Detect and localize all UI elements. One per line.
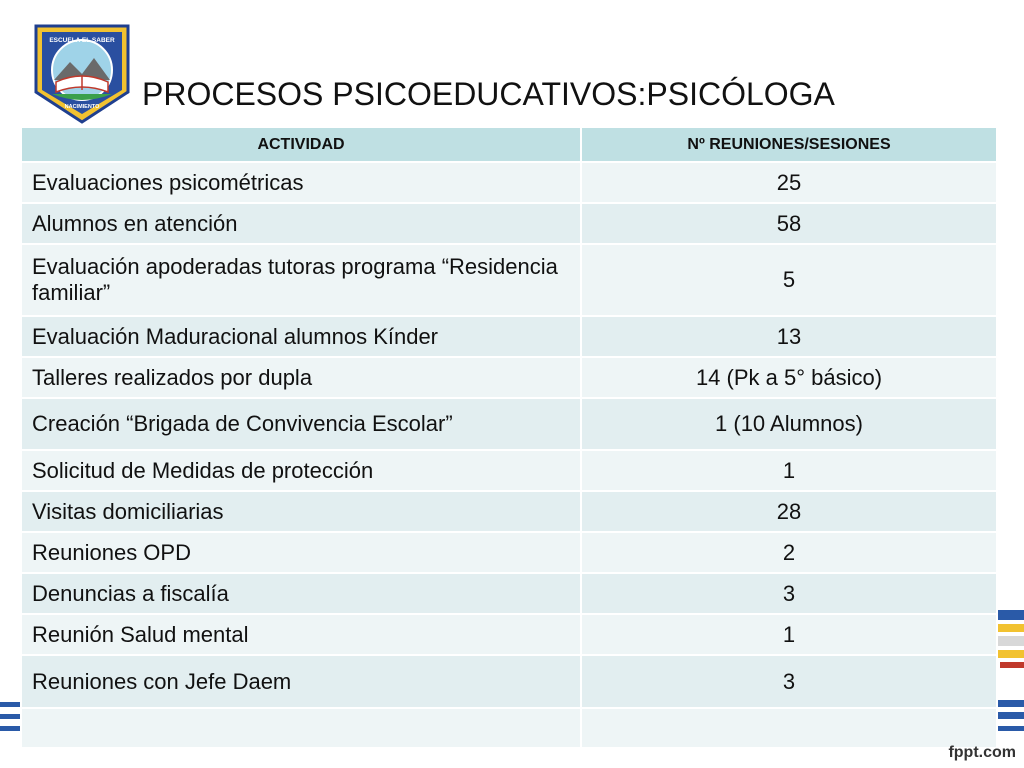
logo-top-text: ESCUELA EL SABER xyxy=(49,37,115,44)
activity-cell: Evaluación Maduracional alumnos Kínder xyxy=(21,316,581,357)
activity-cell xyxy=(21,708,581,748)
table-row xyxy=(21,450,997,491)
activities-table xyxy=(20,126,998,749)
activity-cell: Reuniones con Jefe Daem xyxy=(21,655,581,708)
table-row xyxy=(21,573,997,614)
column-header-sessions: Nº REUNIONES/SESIONES xyxy=(581,127,997,162)
activity-cell: Evaluación apoderadas tutoras programa “Residencia familiar” xyxy=(21,244,581,316)
value-cell xyxy=(581,708,997,748)
activity-cell: Alumnos en atención xyxy=(21,203,581,244)
logo-bottom-text: NACIMIENTO xyxy=(64,104,100,110)
table-row xyxy=(21,162,997,203)
activity-cell: Talleres realizados por dupla xyxy=(21,357,581,398)
page-title: PROCESOS PSICOEDUCATIVOS:PSICÓLOGA xyxy=(142,76,835,112)
activity-cell: Reuniones OPD xyxy=(21,532,581,573)
value-cell: 5 xyxy=(581,244,997,316)
value-cell: 28 xyxy=(581,491,997,532)
value-cell: 2 xyxy=(581,532,997,573)
table-row xyxy=(21,316,997,357)
activity-cell: Denuncias a fiscalía xyxy=(21,573,581,614)
table-row xyxy=(21,398,997,450)
table-row xyxy=(21,614,997,655)
table-row xyxy=(21,244,997,316)
activity-cell: Reunión Salud mental xyxy=(21,614,581,655)
column-header-activity: ACTIVIDAD xyxy=(21,127,581,162)
value-cell: 1 xyxy=(581,614,997,655)
value-cell: 1 (10 Alumnos) xyxy=(581,398,997,450)
table-row xyxy=(21,532,997,573)
table-row xyxy=(21,708,997,748)
table-row xyxy=(21,655,997,708)
value-cell: 3 xyxy=(581,573,997,614)
value-cell: 58 xyxy=(581,203,997,244)
value-cell: 14 (Pk a 5° básico) xyxy=(581,357,997,398)
table-row xyxy=(21,357,997,398)
value-cell: 13 xyxy=(581,316,997,357)
watermark: fppt.com xyxy=(948,744,1016,761)
table-header-row xyxy=(21,127,997,162)
activity-cell: Solicitud de Medidas de protección xyxy=(21,450,581,491)
activity-cell: Visitas domiciliarias xyxy=(21,491,581,532)
value-cell: 3 xyxy=(581,655,997,708)
table-row xyxy=(21,491,997,532)
value-cell: 25 xyxy=(581,162,997,203)
activity-cell: Evaluaciones psicométricas xyxy=(21,162,581,203)
table-row xyxy=(21,203,997,244)
value-cell: 1 xyxy=(581,450,997,491)
activity-cell: Creación “Brigada de Convivencia Escolar” xyxy=(21,398,581,450)
school-logo xyxy=(32,22,132,126)
